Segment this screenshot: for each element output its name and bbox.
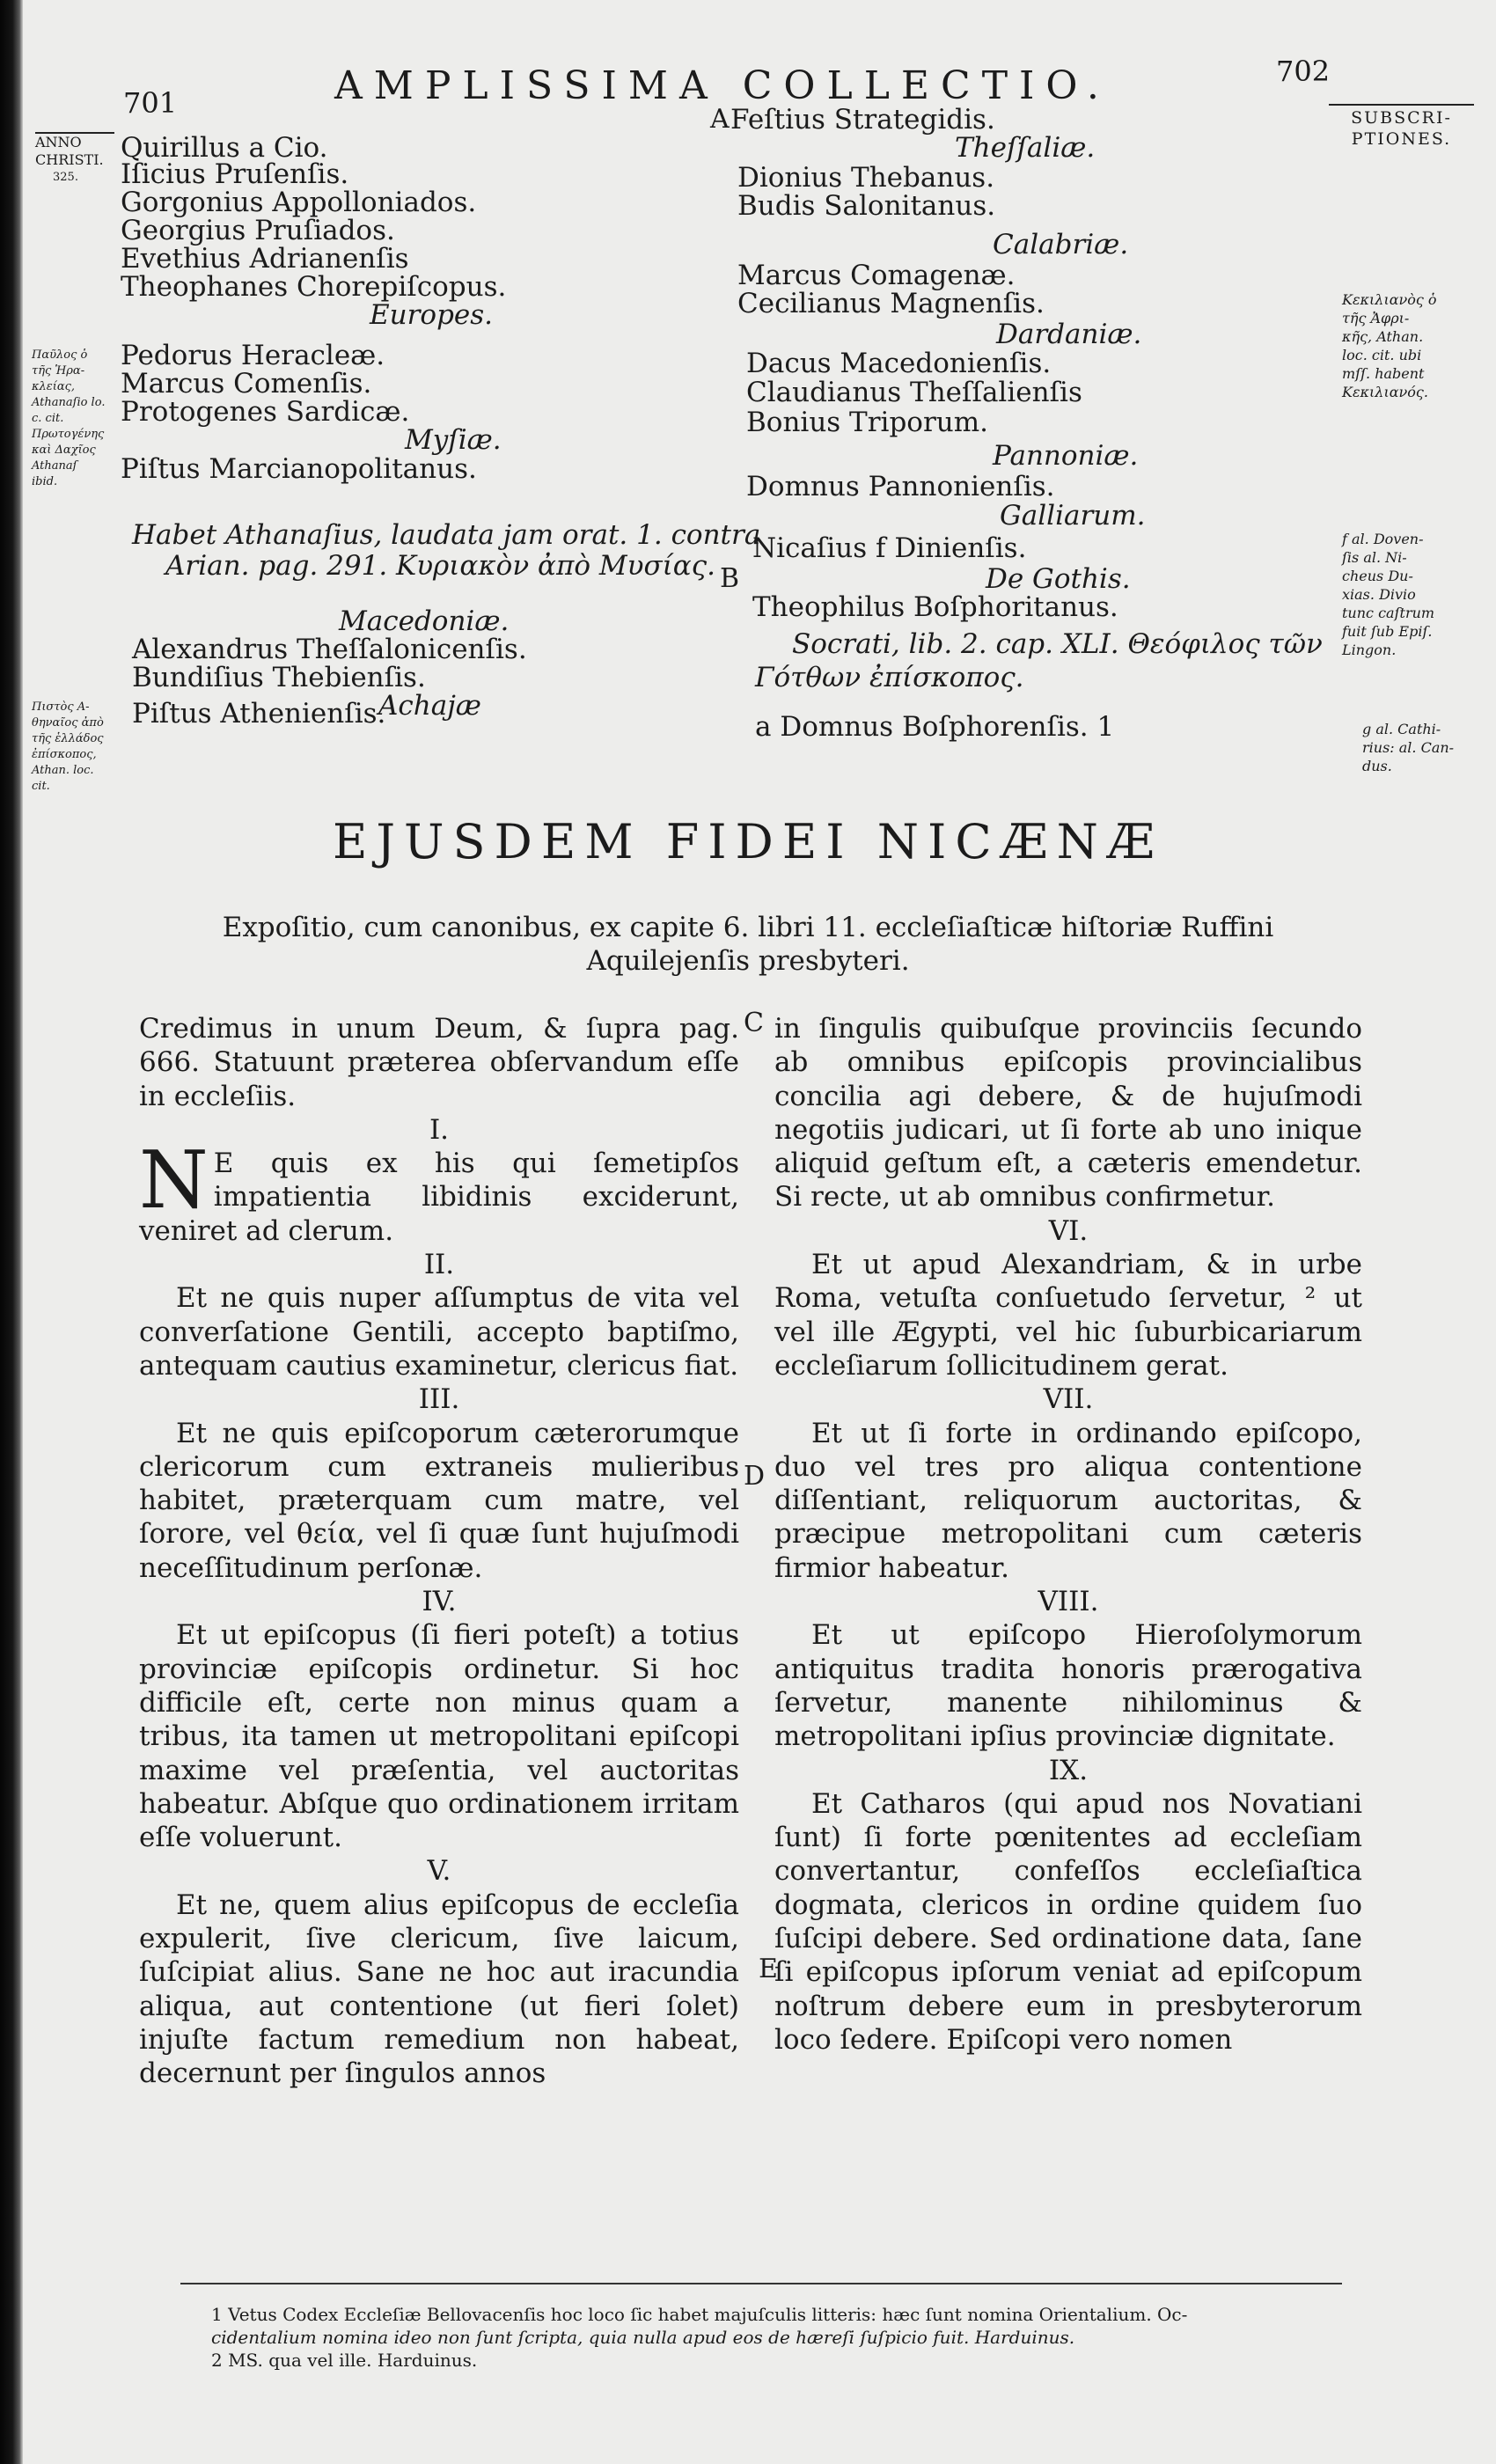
section-subtitle [132, 911, 1364, 978]
drop-cap: N [139, 1134, 209, 1228]
footnote-line: 1 Vetus Codex Eccleſiæ Bellovacenſis hoc loco ſic habet majuſculis litteris: hæc ſunt nomina Orientalium. Oc- [211, 2304, 1188, 2325]
footnote-line: 2 MS. qua vel ille. Harduinus. [211, 2350, 478, 2371]
note-line: xias. Divio [1342, 586, 1416, 603]
note-line: Κεκιλιανὸς ὁ [1342, 291, 1437, 308]
note-line: cit. [32, 780, 50, 793]
province-heading: De Gothis. [986, 563, 1131, 595]
list-item: Nicaſius f Dinienſis. [752, 532, 1027, 564]
note-line: c. cit. [32, 412, 64, 425]
province-heading: Galliarum. [1000, 500, 1146, 532]
list-item: Georgius Pruſiados. [121, 215, 395, 246]
left-margin-tab [35, 132, 114, 187]
list-item: Piſtus Marcianopolitanus. [121, 453, 477, 485]
province-heading: Pannoniæ. [993, 440, 1139, 472]
list-item: Domnus Pannonienſis. [746, 471, 1055, 502]
note-line: Παῦλος ὁ [32, 348, 88, 362]
province-heading: Achajæ [378, 690, 481, 722]
list-item: Theophanes Chorepiſcopus. [121, 271, 507, 303]
note-line: Socrati, lib. 2. cap. XLI. Θεόφιλος τῶν [792, 628, 1323, 660]
note-line: Lingon. [1342, 642, 1397, 658]
note-line: f al. Doven- [1342, 531, 1424, 547]
list-item: Alexandrus Theſſalonicenſis. [132, 634, 527, 665]
note-line: τῆς ἑλλάδος [32, 732, 104, 745]
note-line: ἐπίσκοπος, [32, 748, 97, 761]
note-line: Κεκιλιανός. [1342, 384, 1428, 400]
canon-number: VI. [1048, 1214, 1089, 1247]
note-line: θηναῖος ἀπὸ [32, 716, 104, 730]
subtitle-line: Expoſitio, cum canonibus, ex capite 6. libri 11. eccleſiaſticæ hiſtoriæ Ruffini [222, 912, 1274, 943]
right-margin-note [1362, 720, 1490, 775]
list-item: Dacus Macedonienſis. [746, 348, 1052, 379]
note-line: κῆς, Athan. [1342, 328, 1424, 345]
note-line: καὶ Δαχῖος [32, 444, 96, 457]
note-line: τῆς Ἀφρι- [1342, 310, 1410, 326]
body-right-column [774, 1012, 1362, 2057]
note-line: loc. cit. ubi [1342, 347, 1422, 363]
list-item: Evethius Adrianenſis [121, 243, 409, 275]
section-title: EJUSDEM FIDEI NICÆNÆ [332, 814, 1163, 869]
note-line: dus. [1362, 758, 1392, 774]
list-item: Dionius Thebanus. [737, 162, 995, 194]
canon-number: VII. [1043, 1383, 1094, 1416]
canon-number: III. [418, 1383, 460, 1416]
province-heading: Myſiæ. [405, 424, 502, 456]
paragraph: Credimus in unum Deum, & ſupra pag. 666. Statuunt præterea obſervandum eſſe in eccleſiis. [139, 1013, 739, 1112]
subtitle-line: Aquilejenſis presbyteri. [586, 945, 910, 977]
list-item: Gorgonius Appolloniados. [121, 187, 477, 218]
note-line: Πρωτογένης [32, 428, 105, 441]
list-item: Marcus Comagenæ. [737, 260, 1016, 291]
note-line: ibid. [32, 475, 58, 488]
paragraph: Et ut epiſcopo Hieroſolymorum antiquitus tradita honoris prærogativa ſervetur, manente nihilominus & metropolitani ipſius provinciæ dignitate. [774, 1619, 1362, 1753]
paragraph: Et ut epiſcopus (ſi fieri poteſt) a totius provinciæ epiſcopis ordinetur. Si hoc difficile eſt, certe non minus quam a tribus, ita tamen ut metropolitani epiſcopi maxime vel præſentia, vel auctoritas habeatur. Abſque quo ordinationem irritam eſſe voluerunt. [139, 1619, 739, 1854]
list-item: Bonius Triporum. [746, 407, 989, 438]
footnote-rule [180, 2283, 1342, 2284]
margin-tab-line: PTIONES. [1351, 129, 1452, 149]
paragraph: Et ne, quem alius epiſcopus de eccleſia expulerit, ſive clericum, ſive laicum, ſuſcipiat alius. Sane ne hoc aut iracundia aliqua, aut contentione (ut fieri ſolet) injuſte factum remedium non habeat, decernunt per ſingulos annos [139, 1888, 739, 2090]
section-marker-e: E [759, 1954, 778, 1984]
list-item: Feſtius Strategidis. [730, 104, 995, 136]
paragraph: in ſingulis quibuſque provinciis ſecundo ab omnibus epiſcopis provincialibus concilia agi debere, & de hujuſmodi negotiis judicari, ut ſi forte ab uno inique aliquid geſtum eſt, a cæteris emendetur. Si recte, ut ab omnibus confirmetur. [774, 1013, 1362, 1214]
left-margin-note [32, 348, 120, 490]
right-margin-tab [1329, 104, 1474, 150]
province-heading: Macedoniæ. [339, 605, 510, 637]
canon-number: IX. [1048, 1754, 1089, 1786]
list-item: Cecilianus Magnenſis. [737, 288, 1045, 319]
canon-number: II. [423, 1249, 455, 1281]
paragraph: Et ut apud Alexandriam, & in urbe Roma, vetuſta conſuetudo ſervetur, ² ut vel ille Ægypti, vel hic ſuburbicariarum eccleſiarum ſollicitudinem gerat. [774, 1249, 1362, 1382]
paragraph: Et ut ſi forte in ordinando epiſcopo, duo vel tres pro aliqua contentione diſſentiant, reliquorum auctoritas, & præcipue metropolitani cum cæteris firmior habeatur. [774, 1417, 1362, 1584]
body-left-column [139, 1012, 739, 2091]
section-marker-d: D [744, 1461, 766, 1492]
section-marker-a: A [710, 104, 730, 135]
note-line: ſis al. Ni- [1342, 549, 1407, 566]
section-marker-b: B [720, 563, 740, 594]
list-item: Iſicius Pruſenſis. [121, 158, 349, 190]
province-heading: Dardaniæ. [996, 319, 1142, 350]
note-line: Athanaſio lo. [32, 396, 106, 409]
note-line: Athan. loc. [32, 764, 94, 777]
province-heading: Calabriæ. [993, 229, 1129, 260]
list-item: Budis Salonitanus. [737, 190, 996, 222]
list-item: Claudianus Theſſalienſis [746, 377, 1082, 408]
list-item: Theophilus Boſphoritanus. [752, 591, 1118, 623]
margin-tab-line: ANNO [35, 134, 82, 150]
margin-tab-line: 325. [53, 171, 78, 184]
running-title: AMPLISSIMA COLLECTIO. [334, 63, 1111, 108]
canon-number: VIII. [1038, 1586, 1099, 1618]
list-item: Bundiſius Thebienſis. [132, 662, 426, 693]
paragraph: Et Catharos (qui apud nos Novatiani ſunt) ſi forte pœnitentes ad eccleſiam convertantur, confeſſos eccleſiaſtica dogmata, clericos in ordine quidem ſuo ſuſcipi debere. Sed ordinatione data, ſane ſi epiſcopus ipſorum veniat ad epiſcopum noſtrum debere eum in presbyterorum loco ſedere. Epiſcopi vero nomen [774, 1787, 1362, 2056]
note-line: cheus Du- [1342, 568, 1413, 584]
paragraph-text: E quis ex his qui ſemetipſos impatientia libidinis exciderunt, veniret ad clerum. [139, 1148, 739, 1247]
list-item: Pedorus Heracleæ. [121, 340, 385, 371]
margin-tab-line: CHRISTI. [35, 151, 104, 168]
paragraph: Et ne quis nuper aſſumptus de vita vel converſatione Gentili, accepto baptiſmo, antequam cautius examinetur, clericus fiat. [139, 1282, 739, 1382]
province-heading: Theſſaliæ. [955, 132, 1096, 164]
note-line: Πιστὸς A- [32, 700, 90, 714]
note-line: mſſ. habent [1342, 365, 1425, 382]
margin-tab-line: SUBSCRI- [1351, 108, 1452, 128]
book-binding-shadow [0, 0, 23, 2464]
canon-number: IV. [422, 1586, 457, 1618]
right-page-number: 702 [1276, 55, 1331, 88]
list-item: Piſtus Athenienſis. [132, 698, 386, 730]
note-line: rius: al. Can- [1362, 739, 1455, 756]
left-page-number: 701 [123, 86, 178, 120]
paragraph [139, 1134, 739, 1248]
section-marker-c: C [744, 1008, 764, 1038]
list-item: Protogenes Sardicæ. [121, 396, 410, 428]
note-line: tunc caſtrum [1342, 605, 1435, 621]
list-item: Marcus Comenſis. [121, 368, 372, 400]
right-margin-note [1342, 530, 1470, 659]
note-line: g al. Cathi- [1362, 721, 1441, 737]
province-heading: Europes. [370, 299, 494, 331]
note-line: Arian. pag. 291. Κυριακὸν ἀπὸ Μυσίας. [165, 550, 715, 582]
canon-number: V. [427, 1855, 451, 1888]
note-line: fuit ſub Epiſ. [1342, 623, 1433, 640]
left-margin-note [32, 700, 120, 795]
note-line: Athanaſ [32, 459, 77, 473]
note-line: κλείας, [32, 380, 76, 393]
canon-number: I. [429, 1113, 450, 1146]
note-line: τῆς Ἡρα- [32, 364, 85, 378]
note-line: Habet Athanaſius, laudata jam orat. 1. contra [132, 519, 761, 551]
paragraph: Et ne quis epiſcoporum cæterorumque clericorum cum extraneis mulieribus habitet, præterquam cum matre, vel ſorore, vel θεία, vel ſi quæ ſunt hujuſmodi neceſſitudinum perſonæ. [139, 1417, 739, 1584]
list-item: Quirillus a Cio. [121, 132, 328, 164]
footnote-line: cidentalium nomina ideo non ſunt ſcripta, quia nulla apud eos de hæreſi ſuſpicio fuit. Harduinus. [211, 2327, 1075, 2348]
note-line: Γότθων ἐπίσκοπος. [755, 662, 1024, 693]
right-margin-note [1342, 290, 1470, 401]
list-item: a Domnus Boſphorenſis. 1 [755, 711, 1115, 743]
